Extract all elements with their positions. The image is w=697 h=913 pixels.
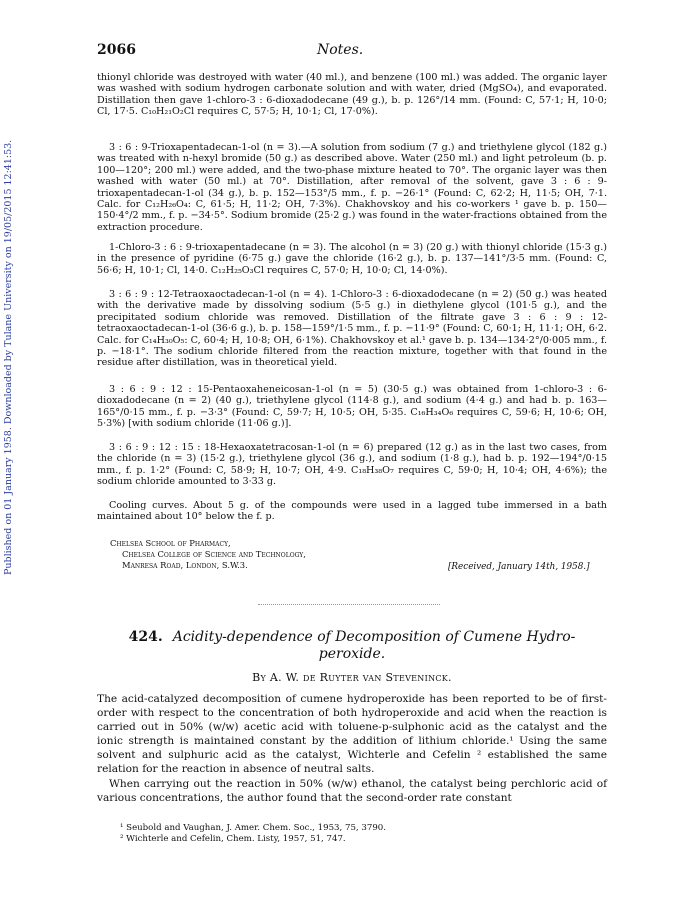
paragraph-4: 3 : 6 : 9 : 12-Tetraoxaoctadecan-1-ol (n = 4). 1-Chloro-3 : 6-dioxadodecane (n = 2) (50 g.) was heated with the derivative made by dissolving sodium (5·5 g.) in diethylene glycol (101·5 g.), and the precipitated sodium chloride was removed. Distillation of the filtrate gave 3 : 6 : 9 : 12-tetraoxaoctadecan-1-ol (36·6 g.), b. p. 158—159°/1·5 mm., f. p. −11·9° (Found: C, 60·1; H, 11·1; OH, 6·2. Calc. for C₁₄H₃₀O₅: C, 60·4; H, 10·8; OH, 6·1%). Chakhovskoy et al.¹ gave b. p. 134—134·2°/0·005 mm., f. p. −18·1°. The sodium chloride filtered from the reaction mixture, together with that found in the residue after distillation, was in theoretical yield. [97,289,607,369]
author-byline: By A. W. de Ruyter van Steveninck. [252,671,452,684]
paragraph-3: 1-Chloro-3 : 6 : 9-trioxapentadecane (n = 3). The alcohol (n = 3) (20 g.) with thionyl chloride (15·3 g.) in the presence of pyridine (6·75 g.) gave the chloride (16·2 g.), b. p. 137—141°/3·5 mm. (Found: C, 56·6; H, 10·1; Cl, 14·0. C₁₂H₂₅O₃Cl requires C, 57·0; H, 10·0; Cl, 14·0%). [97,242,607,276]
article-paragraph-2: When carrying out the reaction in 50% (w/w) ethanol, the catalyst being perchloric acid of various concentrations, the author found that the second-order rate constant [97,778,607,804]
download-notice-text: Published on 01 January 1958. Downloaded by Tulane University on 19/05/2015 12:41:53. [3,139,14,575]
received-date: [Received, January 14th, 1958.] [448,562,590,572]
paragraph-7: Cooling curves. About 5 g. of the compounds were used in a lagged tube immersed in a bath maintained about 10° below the f. p. [97,500,607,523]
section-divider [258,604,440,605]
paragraph-6: 3 : 6 : 9 : 12 : 15 : 18-Hexaoxatetracosan-1-ol (n = 6) prepared (12 g.) as in the last two cases, from the chloride (n = 3) (15·2 g.), triethylene glycol (36 g.), and sodium (1·8 g.), had b. p. 192—194°/0·15 mm., f. p. 1·2° (Found: C, 58·9; H, 10·7; OH, 4·9. C₁₈H₃₈O₇ requires C, 59·0; H, 10·4; OH, 4·6%); the sodium chloride amounted to 3·33 g. [97,442,607,488]
article-title-line-1: Acidity-dependence of Decomposition of Cumene Hydro- [172,629,576,645]
journal-section-title: Notes. [317,42,364,58]
address-line-1: Chelsea School of Pharmacy, [110,538,231,548]
page-header [97,42,605,64]
article-number: 424. [128,629,163,645]
article-title-line-2: peroxide. [318,646,386,662]
address-line-2: Chelsea College of Science and Technology, [122,549,306,559]
paragraph-5: 3 : 6 : 9 : 12 : 15-Pentaoxaheneicosan-1-ol (n = 5) (30·5 g.) was obtained from 1-chloro-3 : 6-dioxadodecane (n = 2) (40 g.), triethylene glycol (114·8 g.), and sodium (4·4 g.) and had b. p. 163—165°/0·15 mm., f. p. −3·3° (Found: C, 59·7; H, 10·5; OH, 5·35. C₁₆H₃₄O₆ requires C, 59·6; H, 10·6; OH, 5·3%) [with sodium chloride (11·06 g.)]. [97,384,607,430]
footnote-2: ² Wichterle and Cefelin, Chem. Listy, 1957, 51, 747. [120,834,346,844]
download-notice-side [3,60,19,575]
footnote-1: ¹ Seubold and Vaughan, J. Amer. Chem. Soc., 1953, 75, 3790. [120,823,386,833]
address-line-3: Manresa Road, London, S.W.3. [122,560,248,570]
paragraph-1: thionyl chloride was destroyed with water (40 ml.), and benzene (100 ml.) was added. The organic layer was washed with sodium hydrogen carbonate solution and with water, dried (MgSO₄), and evaporated. Distillation then gave 1-chloro-3 : 6-dioxadodecane (49 g.), b. p. 126°/14 mm. (Found: C, 57·1; H, 10·0; Cl, 17·5. C₁₀H₂₁O₂Cl requires C, 57·5; H, 10·1; Cl, 17·0%). [97,72,607,118]
article-title [97,629,607,663]
paragraph-2: 3 : 6 : 9-Trioxapentadecan-1-ol (n = 3).—A solution from sodium (7 g.) and triethylene glycol (182 g.) was treated with n-hexyl bromide (50 g.) as described above. Water (250 ml.) and light petroleum (b. p. 100—120°; 200 ml.) were added, and the two-phase mixture heated to 70°. The organic layer was then washed with water (50 ml.) at 70°. Distillation, after removal of the solvent, gave 3 : 6 : 9-trioxapentadecan-1-ol (34 g.), b. p. 152—153°/5 mm., f. p. −26·1° (Found: C, 62·2; H, 11·5; OH, 7·1. Calc. for C₁₂H₂₆O₄: C, 61·5; H, 11·2; OH, 7·3%). Chakhovskoy and his co-workers ¹ gave b. p. 150—150·4°/2 mm., f. p. −34·5°. Sodium bromide (25·2 g.) was found in the water-fractions obtained from the extraction procedure. [97,142,607,233]
article-paragraph-1: The acid-catalyzed decomposition of cumene hydroperoxide has been reported to be of first-order with respect to the concentration of both hydroperoxide and acid when the reaction is carried out in 50% (w/w) acetic acid with toluene-p-sulphonic acid as the catalyst and the ionic strength is maintained constant by the addition of lithium chloride.¹ Using the same solvent and sulphuric acid as the catalyst, Wichterle and Cefelin ² established the same relation for the reaction in absence of neutral salts. [97,693,607,775]
page-number: 2066 [97,42,136,58]
